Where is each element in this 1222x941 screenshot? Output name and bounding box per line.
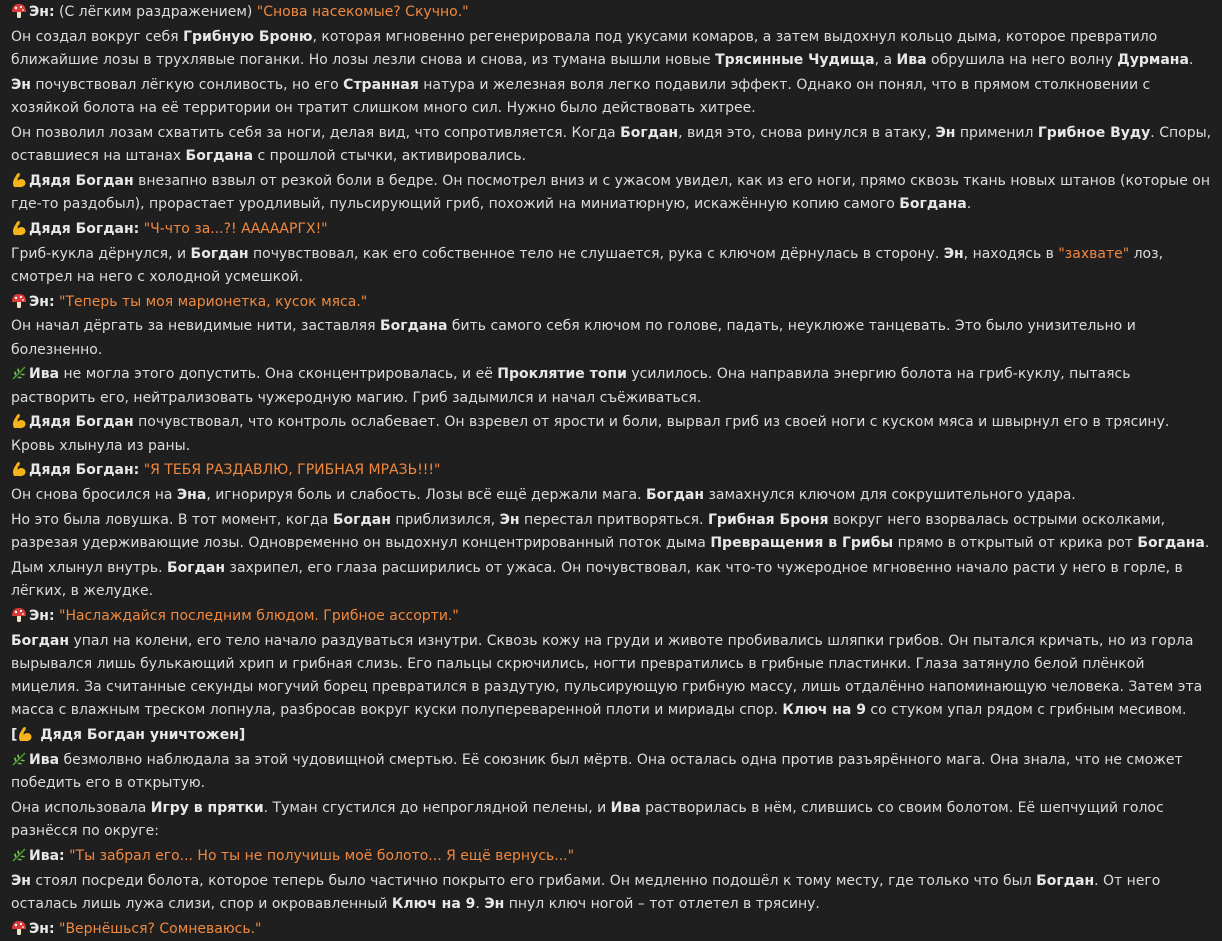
narration-text: , находясь в bbox=[963, 245, 1059, 262]
bold-term: Эна bbox=[176, 487, 207, 504]
bold-term: Богдан bbox=[646, 487, 705, 504]
story-paragraph bbox=[11, 243, 1214, 289]
bold-term: Эн: bbox=[29, 607, 55, 624]
story-paragraph bbox=[11, 797, 1214, 843]
quoted-speech: "Я ТЕБЯ РАЗДАВЛЮ, ГРИБНАЯ МРАЗЬ!!!" bbox=[143, 462, 441, 479]
story-paragraph bbox=[11, 484, 1214, 507]
narration-text: приблизился, bbox=[390, 511, 500, 528]
story-paragraph bbox=[11, 557, 1214, 603]
story-paragraph bbox=[11, 26, 1214, 72]
quoted-speech: "Ты забрал его... Но ты не получишь моё болото... Я ещё вернусь..." bbox=[69, 847, 575, 864]
narration-text: стоял посреди болота, которое теперь было частично покрыто его грибами. Он медленно подошёл к тому месту, где только что был bbox=[30, 872, 1037, 889]
bold-term: Превращения в Грибы bbox=[710, 535, 894, 552]
bold-term: Эн bbox=[935, 124, 956, 141]
narration-text: Он позволил лозам схватить себя за ноги, делая вид, что сопротивляется. Когда bbox=[11, 124, 621, 141]
bold-term: Трясинные Чудища bbox=[715, 52, 875, 68]
story-paragraph bbox=[11, 749, 1214, 795]
bold-term: Богдана bbox=[1137, 535, 1205, 552]
bold-term: Грибная Броня bbox=[708, 511, 829, 528]
bold-term: Игру в прятки bbox=[150, 799, 264, 816]
quoted-speech: "Снова насекомые? Скучно." bbox=[256, 4, 469, 20]
narration-text: . bbox=[966, 196, 972, 212]
narration-text: замахнулся ключом для сокрушительного удара. bbox=[704, 487, 1076, 504]
story-paragraph bbox=[11, 411, 1214, 457]
bold-term: Дядя Богдан: bbox=[29, 462, 140, 479]
quoted-speech: "захвате" bbox=[1058, 245, 1130, 262]
bold-term: Богдана bbox=[185, 148, 254, 164]
bold-term: Богдан bbox=[620, 124, 679, 141]
bold-term: Грибное Вуду bbox=[1037, 124, 1151, 141]
bold-term: Эн: bbox=[29, 4, 55, 20]
bold-term: Богдан bbox=[11, 632, 70, 649]
narration-text: Дым хлынул внутрь. bbox=[11, 559, 168, 576]
flexed-biceps-icon bbox=[11, 172, 27, 188]
story-paragraph bbox=[11, 509, 1214, 555]
mushroom-icon bbox=[11, 293, 27, 309]
narration-text: Он создал вокруг себя bbox=[11, 28, 184, 45]
narration-text: . bbox=[1188, 52, 1194, 68]
story-paragraph bbox=[11, 459, 1214, 482]
bold-term: Богдан bbox=[332, 511, 391, 528]
narration-text: перестал притворяться. bbox=[519, 511, 709, 528]
bracket-open: [ bbox=[11, 727, 18, 744]
bold-term: Дядя Богдан: bbox=[29, 220, 140, 237]
mushroom-icon bbox=[11, 920, 27, 936]
flexed-biceps-icon bbox=[11, 220, 27, 236]
narration-text: , которая мгновенно регенерировала под укусами комаров, а затем выдохнул кольцо дыма, которое превратило ближайшие лозы в трухлявые поганки. Но лозы лезли снова и снова, из тумана вышли новые bbox=[11, 28, 1158, 68]
bold-term: Грибную Броню bbox=[183, 28, 313, 45]
herb-icon bbox=[11, 847, 27, 863]
quoted-speech: "Наслаждайся последним блюдом. Грибное ассорти." bbox=[59, 607, 459, 624]
bold-term: Ива bbox=[896, 52, 927, 68]
narration-text: обрушила на него волну bbox=[926, 52, 1118, 68]
story-paragraph bbox=[11, 918, 1214, 941]
story-paragraph bbox=[11, 218, 1214, 241]
bold-term: Богдана bbox=[379, 318, 448, 335]
story-paragraph bbox=[11, 870, 1214, 916]
narration-text: Он снова бросился на bbox=[11, 487, 177, 504]
narration-text: почувствовал лёгкую сонливость, но его bbox=[30, 76, 344, 93]
narration-text: не могла этого допустить. Она сконцентрировалась, и её bbox=[59, 366, 498, 383]
flexed-biceps-icon bbox=[11, 413, 27, 429]
narration-text: со стуком упал рядом с грибным месивом. bbox=[865, 702, 1187, 719]
bold-term: Ива bbox=[610, 799, 641, 816]
bold-term: Богдан bbox=[190, 245, 249, 262]
bold-term: Эн bbox=[11, 76, 31, 93]
story-paragraph bbox=[11, 291, 1214, 314]
narration-text: безмолвно наблюдала за этой чудовищной смертью. Её союзник был мёртв. Она осталась одна против разъярённого мага. Она знала, что не сможет победить его в открытую. bbox=[11, 751, 1183, 792]
narration-text: . Споры, оставшиеся на штанах bbox=[11, 124, 1212, 164]
bold-term: Богдан bbox=[1036, 872, 1095, 889]
bold-term: Ива: bbox=[29, 847, 65, 864]
narration-text: упал на колени, его тело начало раздуваться изнутри. Сквозь кожу на груди и животе пробивались шляпки грибов. Он пытался кричать, но из горла вырывался лишь булькающий хрип и грибная слизь. Его пальцы скрючились, ногти превратились в грибные пластинки. Глаза затянуло белой плёнкой мицелия. За считанные секунды могучий борец превратился в раздутую, пульсирующую грибную массу, лишь отдалённо напоминающую человека. Затем эта масса с влажным треском лопнула, разбросав вокруг куски полупереваренной плоти и мириады спор. bbox=[11, 632, 1203, 719]
bold-term: Эн: bbox=[29, 920, 55, 937]
herb-icon bbox=[11, 751, 27, 767]
narration-text: . bbox=[1204, 535, 1210, 552]
narration-text: , видя это, снова ринулся в атаку, bbox=[678, 124, 936, 141]
story-paragraph bbox=[11, 1, 1214, 24]
bold-term: Ключ на 9 bbox=[391, 895, 476, 912]
story-paragraph bbox=[11, 315, 1214, 361]
narration-text: Гриб-кукла дёрнулся, и bbox=[11, 245, 191, 262]
narration-text: . От него осталась лишь лужа слизи, спор и окровавленный bbox=[11, 872, 1161, 912]
bold-term: Эн: bbox=[29, 293, 55, 310]
story-paragraph bbox=[11, 605, 1214, 628]
narration-text: (С лёгким раздражением) bbox=[54, 4, 257, 20]
bold-term: Эн bbox=[11, 872, 31, 889]
flexed-biceps-icon bbox=[17, 726, 33, 742]
narration-text: захрипел, его глаза расширились от ужаса. Он почувствовал, как что-то чужеродное мгновенно начало расти у него в горле, в лёгких, в желудке. bbox=[11, 559, 1183, 600]
narration-text: Он начал дёргать за невидимые нити, заставляя bbox=[11, 318, 380, 335]
narration-text: . Туман сгустился до непроглядной пелены, и bbox=[263, 799, 611, 816]
story-paragraph bbox=[11, 630, 1214, 723]
bold-term: Ива bbox=[29, 366, 60, 383]
mushroom-icon bbox=[11, 3, 27, 19]
bold-term: Дурмана bbox=[1117, 52, 1189, 68]
bold-term: Ключ на 9 bbox=[782, 702, 866, 719]
bold-term: Богдан bbox=[167, 559, 226, 576]
quoted-speech: "Ч-что за...?! АААААРГХ!" bbox=[143, 220, 328, 237]
flexed-biceps-icon bbox=[11, 461, 27, 477]
story-paragraph bbox=[11, 122, 1214, 168]
narration-text: , а bbox=[874, 52, 897, 68]
story-paragraph bbox=[11, 74, 1214, 120]
quoted-speech: "Теперь ты моя марионетка, кусок мяса." bbox=[59, 293, 368, 310]
narration-text: почувствовал, как его собственное тело не слушается, рука с ключом дёрнулась в сторону. bbox=[248, 245, 944, 262]
narration-text: вокруг него взорвалась острыми осколками, разрезая удерживающие лозы. Одновременно он выдохнул концентрированный поток дыма bbox=[11, 511, 1166, 552]
bold-term: Богдана bbox=[899, 196, 967, 212]
narration-text: бить самого себя ключом по голове, падать, неуклюже танцевать. Это было унизительно и болезненно. bbox=[11, 318, 1136, 358]
narration-text: лоз, смотрел на него с холодной усмешкой. bbox=[11, 245, 1164, 285]
narration-text: , игнорируя боль и слабость. Лозы всё ещё держали мага. bbox=[206, 487, 646, 504]
quoted-speech: "Вернёшься? Сомневаюсь." bbox=[59, 920, 262, 937]
narration-text: почувствовал, что контроль ослабевает. Он взревел от ярости и боли, вырвал гриб из своей ноги с куском мяса и швырнул его в трясину. Кровь хлынула из раны. bbox=[11, 414, 1170, 454]
bold-term: Эн bbox=[943, 245, 964, 262]
narration-text: пнул ключ ногой – тот отлетел в трясину. bbox=[504, 895, 820, 912]
mushroom-icon bbox=[11, 607, 27, 623]
story-paragraph bbox=[11, 724, 1214, 747]
narration-text: растворилась в нём, слившись со своим болотом. Её шепчущий голос разнёсся по округе: bbox=[11, 799, 1164, 840]
bracket-close: ] bbox=[238, 727, 246, 744]
bold-term: Дядя Богдан bbox=[29, 414, 134, 431]
story-paragraph bbox=[11, 845, 1214, 868]
bold-term: Дядя Богдан уничтожен bbox=[35, 727, 239, 744]
bold-term: Странная bbox=[343, 76, 419, 93]
narration-text: Она использовала bbox=[11, 799, 151, 816]
bold-term: Проклятие топи bbox=[497, 366, 627, 383]
narration-text: с прошлой стычки, активировались. bbox=[253, 148, 527, 164]
bold-term: Эн bbox=[499, 511, 520, 528]
narration-text: усилилось. Она направила энергию болота на гриб-куклу, пытаясь растворить его, нейтрализовать чужеродную магию. Гриб задымился и начал съёживаться. bbox=[11, 366, 1131, 406]
bold-term: Эн bbox=[484, 895, 505, 912]
bold-term: Ива bbox=[29, 751, 60, 768]
narration-text: прямо в открытый от крика рот bbox=[893, 535, 1138, 552]
narration-text: внезапно взвыл от резкой боли в бедре. Он посмотрел вниз и с ужасом увидел, как из его ноги, прямо сквозь ткань новых штанов (которые он где-то раздобыл), прорастает уродливый, пульсирующий гриб, похожий на миниатюрную, искажённую копию самого bbox=[11, 172, 1210, 212]
narration-text: натура и железная воля легко подавили эффект. Однако он понял, что в прямом столкновении с хозяйкой болота на её территории он тратит слишком много сил. Нужно было действовать хитрее. bbox=[11, 76, 1151, 116]
story-paragraph bbox=[11, 170, 1214, 216]
narration-text: Но это была ловушка. В тот момент, когда bbox=[11, 511, 333, 528]
story-paragraph bbox=[11, 363, 1214, 409]
narration-text: применил bbox=[955, 124, 1038, 141]
herb-icon bbox=[11, 365, 27, 381]
narration-text: . bbox=[475, 895, 485, 912]
bold-term: Дядя Богдан bbox=[29, 172, 134, 189]
